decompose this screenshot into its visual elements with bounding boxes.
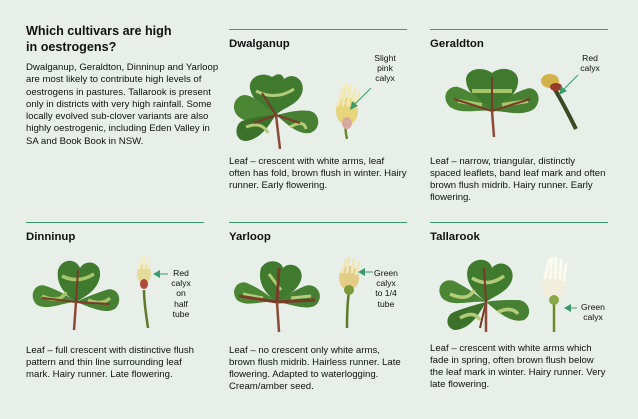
flower-image xyxy=(542,258,566,332)
callout-text xyxy=(168,268,194,319)
intro-section xyxy=(26,24,222,148)
intro-title-line1: Which cultivars are high xyxy=(26,24,172,38)
callout-arrow-icon xyxy=(347,84,377,114)
callout-text xyxy=(576,53,604,73)
callout-line: calyx xyxy=(583,312,603,323)
callout-text xyxy=(368,53,402,84)
cultivar-name: Yarloop xyxy=(229,231,271,243)
callout-line: on xyxy=(176,288,186,299)
callout-arrow-icon xyxy=(152,268,170,280)
callout-line: Slight xyxy=(374,53,396,63)
cultivar-name: Dwalganup xyxy=(229,38,290,50)
intro-title-line2: in oestrogens? xyxy=(26,39,117,54)
cultivar-card-dwalganup xyxy=(229,29,407,204)
cultivar-card-geraldton xyxy=(430,29,608,204)
cultivar-description: Leaf – crescent with white arms which fade in spring, often brown flush below the leaf mark in winter. Hairy runner. Very late flowering. xyxy=(430,343,606,390)
cultivar-name: Dinninup xyxy=(26,231,76,243)
callout-line: to 1/4 xyxy=(375,288,397,299)
callout-line: Red xyxy=(582,53,598,63)
callout-arrow-icon xyxy=(563,302,579,314)
cultivar-card-yarloop xyxy=(229,222,407,412)
cultivar-card-dinninup xyxy=(26,222,204,412)
cultivar-card-tallarook xyxy=(430,222,608,412)
cultivar-name: Tallarook xyxy=(430,231,480,243)
clover-leaf-image xyxy=(234,74,318,149)
callout-line: calyx xyxy=(580,63,600,74)
callout-line: half xyxy=(174,298,188,309)
callout-arrow-icon xyxy=(357,266,375,278)
callout-line: calyx xyxy=(171,278,191,289)
callout-line: Green xyxy=(374,268,398,278)
intro-body: Dwalganup, Geraldton, Dinninup and Yarloop are most likely to contribute high levels of oestrogens in pastures. Tallarook is present only in districts with very high rainfall. Some locally evolved sub-clover variants are also highly oestrogenic, including Eden Valley in SA and Book Book in NSW. xyxy=(26,62,219,147)
cultivar-illustration xyxy=(430,250,608,340)
callout-line: Green xyxy=(581,302,605,312)
clover-leaf-image xyxy=(439,260,529,332)
divider xyxy=(229,29,407,30)
cultivar-description: Leaf – crescent with white arms, leaf often has fold, brown flush in winter. Hairy runner. Early flowering. xyxy=(229,156,407,191)
callout-arrow-icon xyxy=(556,73,582,97)
clover-leaf-image xyxy=(234,261,320,332)
cultivar-description: Leaf – narrow, triangular, distinctly spaced leaflets, band leaf mark and often brown flush midrib. Hairy runner. Early flowering. xyxy=(430,156,606,203)
cultivar-description: Leaf – full crescent with distinctive flush pattern and thin line surrounding leaf mark. Hairy runner. Late flowering. xyxy=(26,345,194,380)
callout-text xyxy=(576,302,610,322)
divider xyxy=(430,29,608,30)
callout-line: calyx xyxy=(375,73,395,84)
callout-line: Red xyxy=(173,268,189,278)
clover-leaf-image xyxy=(445,69,538,137)
intro-title xyxy=(26,24,222,55)
callout-line: calyx xyxy=(376,278,396,289)
cultivar-description: Leaf – no crescent only white arms, brown flush midrib. Hairless runner. Late flowering. Adapted to waterlogging. Cream/amber seed. xyxy=(229,345,401,392)
flower-image xyxy=(137,257,151,328)
callout-line: tube xyxy=(377,298,395,309)
callout-line: tube xyxy=(172,308,190,319)
divider xyxy=(430,222,608,223)
divider xyxy=(26,222,204,223)
flower-image xyxy=(339,258,359,328)
callout-text xyxy=(372,268,400,309)
callout-line: pink xyxy=(377,63,393,74)
cultivar-name: Geraldton xyxy=(430,38,484,50)
clover-leaf-image xyxy=(33,261,120,330)
divider xyxy=(229,222,407,223)
